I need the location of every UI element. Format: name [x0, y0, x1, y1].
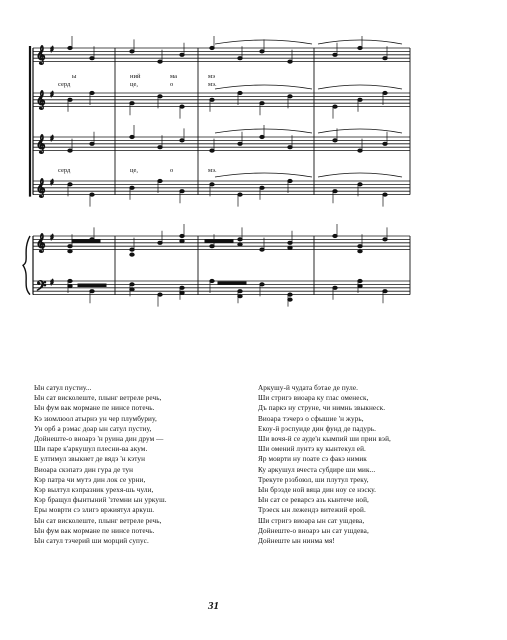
note-head [383, 238, 387, 241]
poem-line: Дойнеште-о вноарэ 'н руина дин друм — [34, 435, 164, 444]
note-head [180, 286, 184, 289]
treble-clef-icon: 𝄞 [36, 90, 46, 109]
note-head [358, 245, 362, 248]
page-number: 31 [208, 600, 219, 612]
key-signature-icon: ♯ [50, 278, 54, 287]
poem-line: Ши вочя-й се ауде'н кымпий ши прин вэй, [258, 435, 391, 444]
note-head [180, 239, 184, 242]
note-head [333, 53, 337, 56]
note-head [238, 193, 242, 196]
piano-brace [23, 236, 30, 295]
note-head [180, 105, 184, 108]
note-head [260, 50, 264, 53]
note-head [68, 245, 72, 248]
note-head [68, 46, 72, 49]
note-head [158, 60, 162, 63]
note-head [288, 179, 292, 182]
note-head [238, 57, 242, 60]
beam [78, 284, 106, 287]
note-head [238, 238, 242, 241]
note-head [333, 234, 337, 237]
bass-clef-icon: 𝄢 [36, 278, 47, 297]
note-head [158, 241, 162, 244]
lyric-syllable: мэ. [208, 167, 217, 174]
note-head [383, 142, 387, 145]
poem-line: Дойнеште ын нинма мя! [258, 537, 335, 546]
poem-line: Ын сат висколеште, плынг ветреле речь, [34, 516, 162, 525]
note-head [90, 290, 94, 293]
note-head [158, 179, 162, 182]
poem-line: Ын сат висколеште, плынг ветреле речь, [34, 394, 162, 403]
note-head [238, 91, 242, 94]
treble-clef-icon: 𝄞 [36, 178, 46, 197]
lyric-syllable: о [170, 167, 174, 174]
lyric-syllable: це, [130, 167, 138, 174]
note-head [238, 295, 242, 298]
key-signature-icon: ♯ [50, 178, 54, 187]
poem-line: Ын сатул тэчерий ши морций супус. [34, 537, 149, 546]
note-head [130, 50, 134, 53]
note-head [210, 245, 214, 248]
poem-line: Дойнеште-о вноарэ ын сат ушдева, [258, 526, 369, 535]
note-head [333, 139, 337, 142]
note-head [130, 135, 134, 138]
note-head [90, 91, 94, 94]
note-head [288, 146, 292, 149]
poem-line: Трэеск ын лежендэ витежий ерой. [258, 506, 366, 515]
note-head [358, 279, 362, 282]
poem-line: Виоара тэчерэ о сфышие 'н журь, [258, 414, 364, 423]
note-head [333, 105, 337, 108]
poem-line: Яр моврти ну поате сэ факэ нимик [258, 455, 367, 464]
poem-line: Дъ паркэ ну струне, чи нимнь звыкнеск. [258, 404, 386, 413]
poem-line: Екоу-й рэспуиде дин фунд де падурь. [258, 424, 377, 433]
poem-line: Аркушу-й чудата бэтае де пуле. [258, 384, 359, 392]
poem-line: Кэр патра чи мутэ дин лок се урни, [34, 475, 146, 484]
poem-line: Ши паре к'аркушул плесни-ва акум. [34, 445, 148, 454]
note-head [260, 248, 264, 251]
note-head [238, 142, 242, 145]
poem-left-column [34, 383, 167, 546]
beam [72, 240, 100, 243]
treble-clef-icon: 𝄞 [36, 134, 46, 153]
note-head [288, 60, 292, 63]
note-head [210, 46, 214, 49]
lyric-syllable: мэ [208, 73, 215, 80]
note-head [358, 250, 362, 253]
poem-line: Ши стригэ виоара ку глас оменеск, [258, 394, 369, 403]
poem-line: Ын фум вак мормане пе нинсе потечь. [34, 526, 155, 535]
beam [218, 282, 246, 285]
note-head [383, 193, 387, 196]
note-head [383, 91, 387, 94]
note-head [90, 57, 94, 60]
tie-arc [215, 40, 312, 44]
note-head [130, 288, 134, 291]
tie-arc [318, 173, 402, 177]
note-head [288, 95, 292, 98]
note-head [180, 53, 184, 56]
tie-arc [215, 129, 312, 133]
note-head [68, 98, 72, 101]
poem-line: Еры моврти сэ злигэ вржиятул аркуш. [34, 506, 155, 515]
tie-arc [318, 129, 402, 133]
poem-line: Е ултимул звыкнет де вядэ 'н кэтун [34, 455, 146, 464]
note-head [68, 279, 72, 282]
note-head [358, 284, 362, 287]
note-head [358, 183, 362, 186]
beam [205, 240, 233, 243]
note-head [288, 241, 292, 244]
note-head [210, 183, 214, 186]
tie-arc [318, 40, 402, 44]
lyric-syllable: це, [130, 81, 138, 88]
note-head [158, 293, 162, 296]
note-head [180, 234, 184, 237]
treble-clef-icon: 𝄞 [36, 45, 46, 64]
poem-line: Ши стригэ виоара ын сат ушдева, [258, 516, 365, 525]
note-head [130, 248, 134, 251]
poem-line: Ын фум вак мормане пе нинсе потечь. [34, 404, 155, 413]
note-head [68, 183, 72, 186]
note-head [180, 291, 184, 294]
note-head [68, 250, 72, 253]
note-head [333, 286, 337, 289]
note-head [210, 98, 214, 101]
note-head [68, 149, 72, 152]
lyric-syllable: мэ. [208, 81, 217, 88]
note-head [180, 190, 184, 193]
poem-line: Ын сат се реварсэ азь кынтече ной, [258, 496, 369, 505]
note-head [130, 186, 134, 189]
key-signature-icon: ♯ [50, 90, 54, 99]
note-head [180, 139, 184, 142]
poem-right-column [258, 383, 391, 546]
poem-line: Ши омений лунтэ ку кынтекул ей. [258, 445, 366, 454]
note-head [333, 190, 337, 193]
note-head [158, 95, 162, 98]
note-head [68, 284, 72, 287]
poem-line: Ун орб а рэмас доар ын сатул пустиу, [34, 424, 152, 433]
note-head [288, 246, 292, 249]
note-head [90, 193, 94, 196]
lyric-syllable: серд [58, 81, 71, 88]
note-head [358, 46, 362, 49]
note-head [130, 253, 134, 256]
poem-line: Кэ зюмлюол атырнэ ун чер плумбуриу, [34, 414, 157, 423]
note-head [260, 135, 264, 138]
note-head [288, 298, 292, 301]
lyric-syllable: ы [72, 73, 77, 80]
note-head [358, 149, 362, 152]
poem-line: Кэр вылтул кэпразник урехя-шь чули, [34, 486, 154, 495]
lyric-syllable: ма [170, 73, 177, 80]
lyric-syllable: серд [58, 167, 71, 174]
note-head [383, 290, 387, 293]
poem-line: Кэр бращул фынтыний 'зтемни ын уркуш. [34, 496, 167, 505]
poem-line: Ын сатул пустиу... [34, 384, 92, 392]
lyric-syllable: ний [130, 73, 141, 80]
key-signature-icon: ♯ [50, 233, 54, 242]
note-head [358, 98, 362, 101]
note-head [260, 186, 264, 189]
note-head [288, 293, 292, 296]
lyric-syllable: о [170, 81, 174, 88]
note-head [130, 283, 134, 286]
note-head [238, 243, 242, 246]
note-head [90, 142, 94, 145]
poem-line: Ын брэзде ной вяца дин ноу се нэску. [258, 486, 377, 495]
note-head [158, 146, 162, 149]
poem-line: Ку аркушул вчеста субдире ши мик... [258, 465, 376, 474]
note-head [383, 57, 387, 60]
note-head [210, 149, 214, 152]
tie-arc [318, 85, 402, 89]
treble-clef-icon: 𝄞 [36, 233, 46, 252]
tie-arc [215, 85, 312, 89]
note-head [130, 102, 134, 105]
note-head [260, 102, 264, 105]
note-head [210, 279, 214, 282]
note-head [260, 283, 264, 286]
poem-line: Трекуте рэзбоюл, ши плутул треку, [258, 475, 369, 484]
key-signature-icon: ♯ [50, 134, 54, 143]
tie-arc [215, 173, 312, 177]
poem-line: Виоара скэпатэ дин гура де тун [34, 465, 134, 474]
key-signature-icon: ♯ [50, 45, 54, 54]
note-head [238, 290, 242, 293]
